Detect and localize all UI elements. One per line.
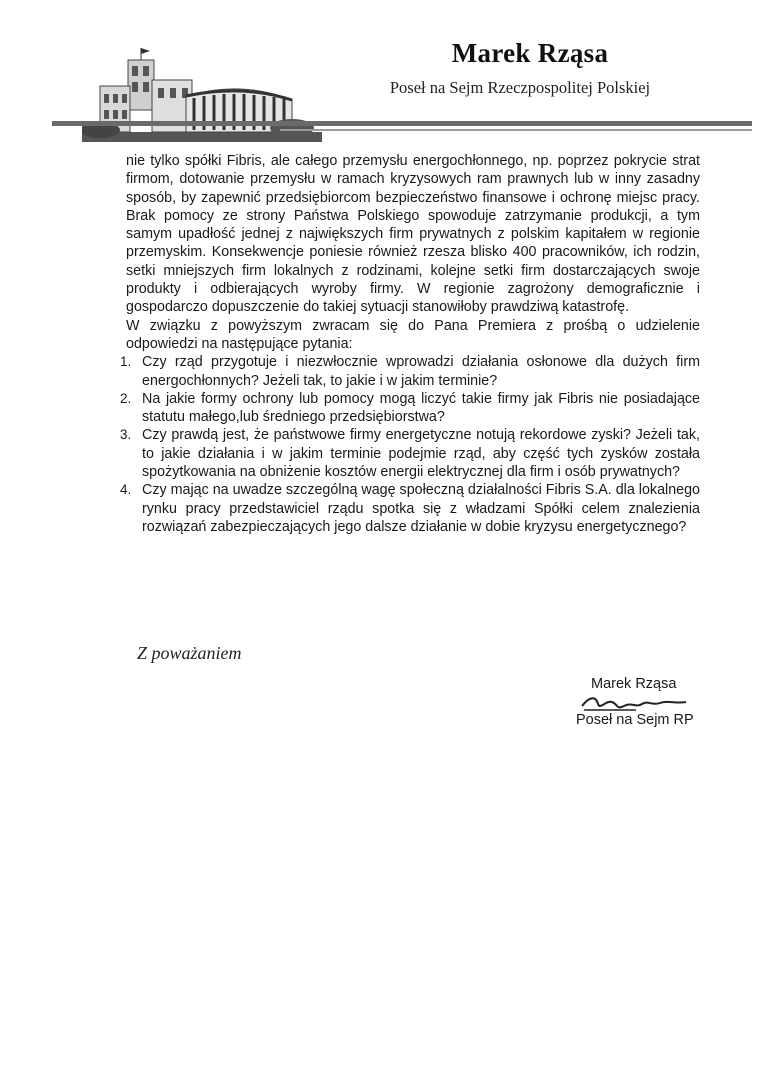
letterhead-title: Poseł na Sejm Rzeczpospolitej Polskiej	[389, 78, 651, 97]
letterhead	[0, 0, 765, 145]
question-item	[120, 390, 700, 427]
body-paragraph-1: nie tylko spółki Fibris, ale całego przemysłu energochłonnego, np. poprzez pokrycie strat firmom, dotowanie przemysłu w ramach kryzysowych ram prawnych lub w inny zasadny sposób, by zapewnić przedsiębiorcom bezpieczeństwo finansowe i ochronę miejsc pracy. Brak pomocy ze strony Państwa Polskiego spowoduje zatrzymanie produkcji, a tym samym upadłość jednej z największych firm prywatnych z polskim kapitałem w regionie przemyskim. Konsekwencje poniesie również rzesza blisko 400 pracowników, ich rodzin, setki mniejszych firm lokalnych z rodzinami, kolejne setki firm dostarczających swoje produkty i odbierających wyroby firmy. W regionie zagrożony demograficznie i gospodarczo dopuszczenie do takiej sytuacji stanowiłoby prawdziwą katastrofę.	[126, 153, 700, 316]
questions-list	[120, 353, 700, 536]
signature-name: Marek Rząsa	[591, 676, 677, 692]
letter-body	[120, 152, 700, 536]
question-text: Na jakie formy ochrony lub pomocy mogą liczyć takie firmy jak Fibris nie posiadające statutu małego,lub średniego przedsiębiorstwa?	[142, 390, 700, 426]
question-number: 1.	[120, 354, 132, 370]
question-number: 2.	[120, 390, 132, 406]
signature-role: Poseł na Sejm RP	[576, 712, 694, 728]
closing-salutation: Z poważaniem	[137, 643, 242, 663]
letterhead-rule-thin	[280, 129, 752, 131]
question-item	[120, 426, 700, 481]
question-text: Czy mając na uwadze szczególną wagę społeczną działalności Fibris S.A. dla lokalnego rynku pracy przedstawiciel rządu spotka się z władzami Spółki celem znalezienia rozwiązań zabezpieczających jego dalsze działanie w dobie kryzysu energetycznego?	[142, 482, 700, 535]
letterhead-name: Marek Rząsa	[451, 38, 609, 68]
letterhead-rule	[52, 121, 752, 126]
sejm-building-logo	[82, 40, 322, 142]
body-paragraph-2: W związku z powyższym zwracam się do Pana Premiera z prośbą o udzielenie odpowiedzi na następujące pytania:	[126, 317, 700, 352]
question-item	[120, 481, 700, 536]
question-text: Czy rząd przygotuje i niezwłocznie wprowadzi działania osłonowe dla dużych firm energochłonnych? Jeżeli tak, to jakie i w jakim terminie?	[142, 354, 700, 389]
question-number: 4.	[120, 482, 132, 498]
question-text: Czy prawdą jest, że państwowe firmy energetyczne notują rekordowe zyski? Jeżeli tak, to jakie działania i w jakim terminie podejmie rząd, aby część tych zysków została spożytkowania na obniżenie kosztów energii elektrycznej dla firm i osób prywatnych?	[142, 427, 700, 481]
question-number: 3.	[120, 427, 132, 443]
question-item	[120, 353, 700, 390]
